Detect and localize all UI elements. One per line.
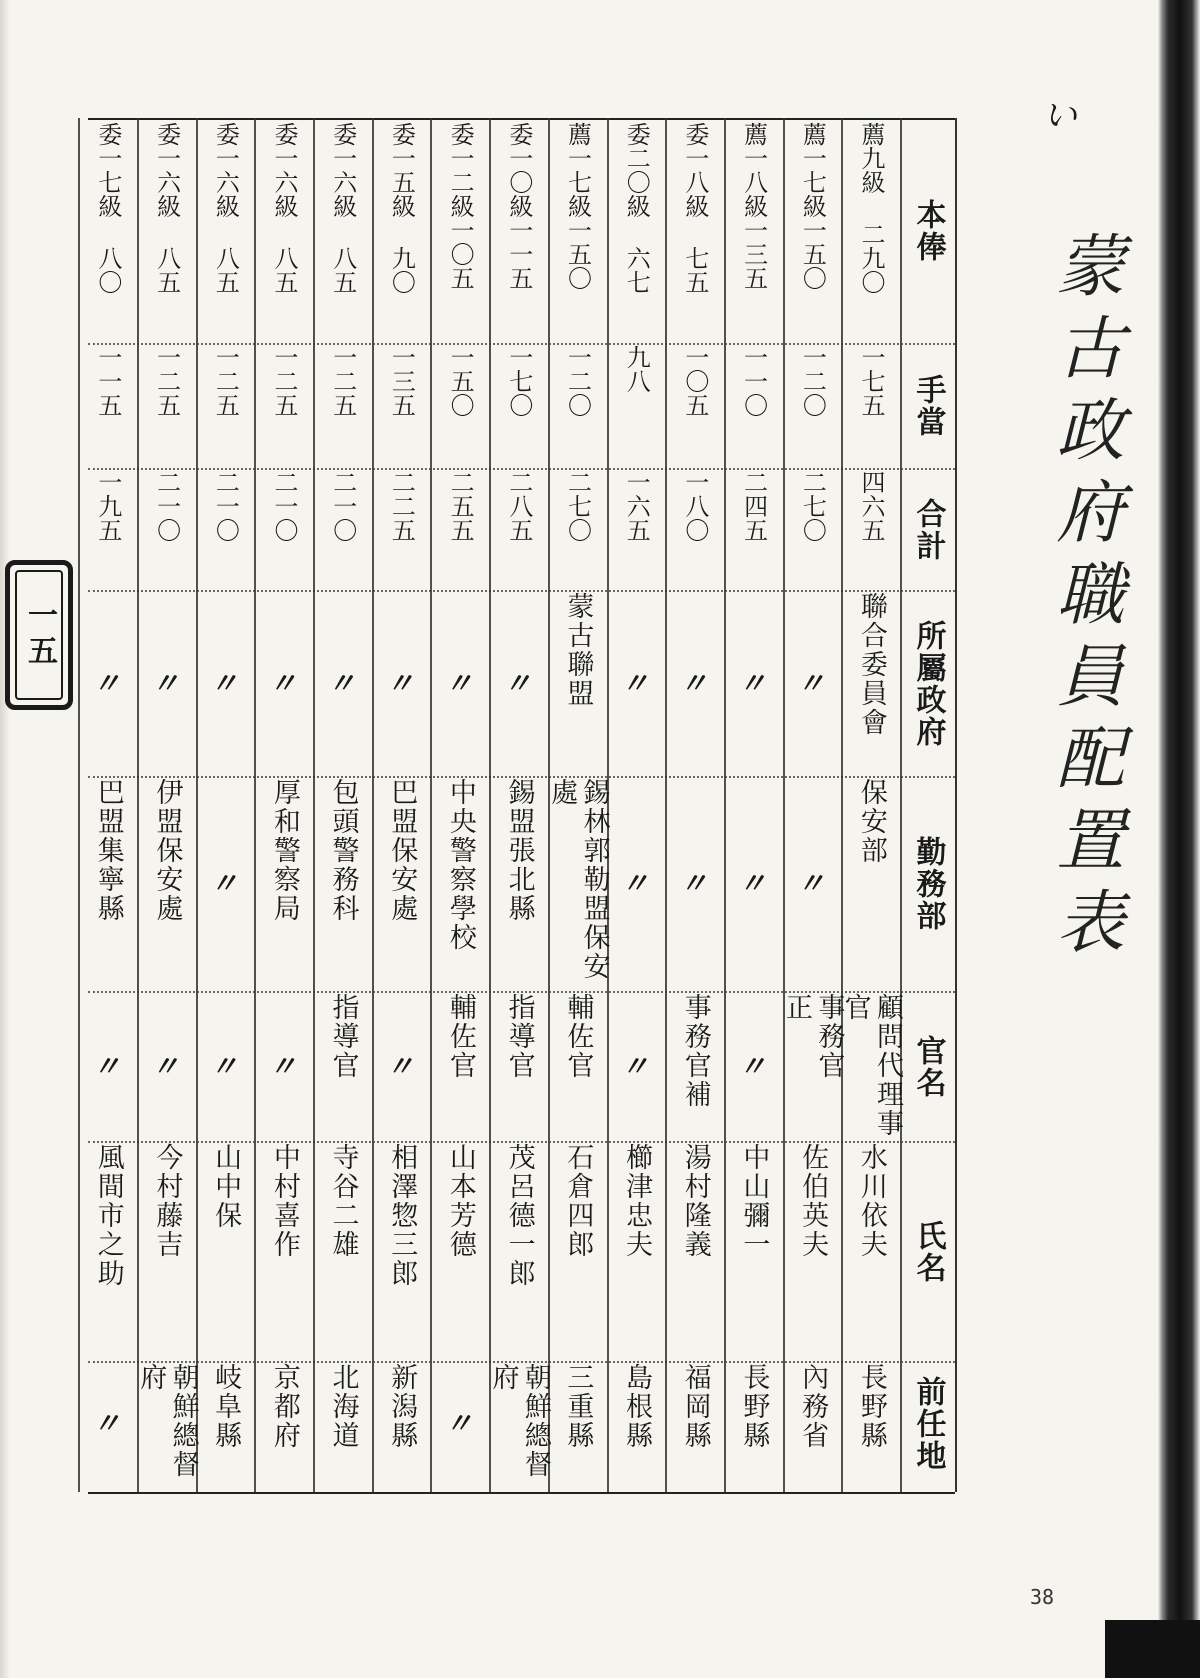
cell-name [138,1143,195,1360]
cell-government [373,592,430,775]
cell-name [431,1143,488,1360]
cell-government [314,592,371,775]
name-value: 中山彌一 [738,1143,770,1259]
cell-department [431,778,488,990]
title-value: 事務官 正 [780,993,845,1080]
cell-government [138,592,195,775]
title-value: 〃 [151,1049,182,1083]
title-value: 〃 [620,1049,651,1083]
cell-salary [197,122,254,340]
title-value: 〃 [92,1049,123,1083]
salary-value: 委一六級 八五 [328,122,357,294]
cell-title [197,993,254,1140]
cell-salary [490,122,547,340]
cell-government [608,592,665,775]
salary-value: 委一五級 九〇 [387,122,416,294]
title-value: 顧問代理事官 [839,993,904,1138]
salary-value: 委一七級 八〇 [93,122,122,294]
cell-total [842,470,899,590]
table-right-border [955,118,957,1492]
cell-government [725,592,782,775]
cell-department [842,778,899,990]
government-value: 〃 [796,666,827,700]
salary-value: 委一六級 八五 [152,122,181,294]
cell-department [725,778,782,990]
cell-total [608,470,665,590]
name-value: 湯村隆義 [679,1143,711,1259]
previous-value: 內務省 [797,1363,829,1450]
header-label: 勤務部 [910,836,946,932]
department-value: 〃 [620,867,651,901]
government-value: 聯合委員會 [855,592,887,737]
cell-government [431,592,488,775]
cell-title [549,993,606,1140]
cell-department [79,778,136,990]
cell-department [314,778,371,990]
salary-value: 薦九級 二九〇 [857,122,886,294]
total-value: 二八五 [504,470,533,542]
salary-value: 薦一七級一五〇 [798,122,827,290]
cell-title [666,993,723,1140]
cell-total [666,470,723,590]
name-value: 風間市之助 [92,1143,124,1288]
cell-department [138,778,195,990]
cell-allowance [138,345,195,467]
allowance-value: 一七五 [857,345,886,417]
cell-salary [666,122,723,340]
total-value: 二七〇 [798,470,827,542]
cell-salary [314,122,371,340]
department-value: 巴盟集寧縣 [92,778,124,923]
cell-department [546,778,610,990]
name-value: 今村藤吉 [151,1143,183,1259]
header-previous_post [900,1363,955,1485]
cell-name [490,1143,547,1360]
salary-value: 委一〇級一一五 [504,122,533,290]
cell-name [373,1143,430,1360]
title-value: 指導官 [503,993,535,1080]
cell-previous [549,1363,606,1485]
cell-government [197,592,254,775]
previous-value: 朝鮮總督府 [135,1363,199,1479]
cell-name [842,1143,899,1360]
cell-previous [373,1363,430,1485]
allowance-value: 一七〇 [504,345,533,417]
cell-salary [549,122,606,340]
cell-allowance [842,345,899,467]
department-value: 〃 [796,867,827,901]
salary-value: 薦一八級一三五 [739,122,768,290]
title-value: 〃 [738,1049,769,1083]
header-salary [900,122,955,340]
allowance-value: 一五〇 [446,345,475,417]
cell-allowance [373,345,430,467]
salary-value: 委一六級 八五 [211,122,240,294]
cell-previous [255,1363,312,1485]
cell-previous [79,1363,136,1485]
cell-total [79,470,136,590]
salary-value: 委一六級 八五 [270,122,299,294]
name-value: 寺谷二雄 [327,1143,359,1259]
cell-department [490,778,547,990]
cell-name [314,1143,371,1360]
previous-value: 岐阜縣 [210,1363,242,1450]
cell-department [608,778,665,990]
header-label: 前任地 [910,1376,946,1472]
name-value: 中村喜作 [268,1143,300,1259]
cell-title [780,993,845,1140]
cell-previous [135,1363,199,1485]
total-value: 二一〇 [270,470,299,542]
page-left-edge [0,0,10,1678]
cell-name [197,1143,254,1360]
header-department [900,778,955,990]
previous-value: 島根縣 [621,1363,653,1450]
cell-government [549,592,606,775]
department-value: 〃 [679,867,710,901]
allowance-value: 一二五 [328,345,357,417]
department-value: 保安部 [855,778,887,865]
total-value: 四六五 [857,470,886,542]
header-name [900,1143,955,1360]
name-value: 山本芳德 [444,1143,476,1259]
previous-value: 福岡縣 [679,1363,711,1450]
document-title: 蒙古政府職員配置表 [1045,230,1124,968]
total-value: 二一〇 [152,470,181,542]
cell-name [608,1143,665,1360]
cell-previous [487,1363,551,1485]
cell-salary [373,122,430,340]
header-label: 氏名 [910,1219,946,1284]
total-value: 二五五 [446,470,475,542]
government-value: 〃 [503,666,534,700]
total-value: 二一〇 [328,470,357,542]
title-value: 輔佐官 [562,993,594,1080]
department-value: 中央警察學校 [444,778,476,952]
total-value: 一八〇 [680,470,709,542]
header-label: 本俸 [910,199,946,263]
previous-value: 朝鮮總督府 [487,1363,551,1479]
allowance-value: 一二〇 [563,345,592,417]
cell-allowance [431,345,488,467]
header-label: 所屬政府 [910,619,946,748]
title-value: 〃 [209,1049,240,1083]
government-value: 蒙古聯盟 [562,592,594,708]
cell-department [373,778,430,990]
department-value: 錫林郭勒盟保安處 [546,778,610,981]
cell-name [725,1143,782,1360]
cell-total [255,470,312,590]
bottom-page-number: 38 [1030,1585,1055,1609]
government-value: 〃 [620,666,651,700]
total-value: 二二五 [387,470,416,542]
cell-total [373,470,430,590]
page-number-stamp-text: 一五 [22,599,57,671]
corner-mark: い [1043,96,1077,136]
name-value: 山中保 [210,1143,242,1230]
salary-value: 薦一七級一五〇 [563,122,592,290]
cell-name [784,1143,841,1360]
cell-previous [784,1363,841,1485]
title-value: 事務官補 [679,993,711,1109]
cell-allowance [255,345,312,467]
header-total [900,470,955,590]
previous-value: 長野縣 [738,1363,770,1450]
table-top-border [88,118,955,120]
salary-value: 委一二級一〇五 [446,122,475,290]
cell-total [431,470,488,590]
cell-salary [725,122,782,340]
total-value: 二一〇 [211,470,240,542]
government-value: 〃 [327,666,358,700]
cell-name [549,1143,606,1360]
department-value: 厚和警察局 [268,778,300,923]
cell-allowance [608,345,665,467]
department-value: 〃 [209,867,240,901]
cell-title [608,993,665,1140]
cell-salary [784,122,841,340]
cell-previous [608,1363,665,1485]
allowance-value: 一〇五 [680,345,709,417]
cell-salary [842,122,899,340]
cell-government [842,592,899,775]
name-value: 佐伯英夫 [797,1143,829,1259]
cell-title [490,993,547,1140]
cell-total [725,470,782,590]
cell-previous [314,1363,371,1485]
government-value: 〃 [151,666,182,700]
cell-title [138,993,195,1140]
header-label: 手當 [910,374,946,438]
cell-title [431,993,488,1140]
cell-previous [725,1363,782,1485]
department-value: 〃 [738,867,769,901]
previous-value: 〃 [444,1407,475,1441]
name-value: 櫛津忠夫 [621,1143,653,1259]
title-value: 〃 [268,1049,299,1083]
government-value: 〃 [386,666,417,700]
cell-salary [608,122,665,340]
cell-department [666,778,723,990]
department-value: 錫盟張北縣 [503,778,535,923]
department-value: 巴盟保安處 [386,778,418,923]
cell-title [79,993,136,1140]
department-value: 伊盟保安處 [151,778,183,923]
allowance-value: 一三五 [387,345,416,417]
cell-department [197,778,254,990]
title-value: 輔佐官 [444,993,476,1080]
allowance-value: 九八 [622,345,651,393]
cell-total [490,470,547,590]
cell-total [197,470,254,590]
cell-government [79,592,136,775]
department-value: 包頭警務科 [327,778,359,923]
previous-value: 〃 [92,1407,123,1441]
cell-salary [79,122,136,340]
allowance-value: 一二五 [152,345,181,417]
previous-value: 北海道 [327,1363,359,1450]
cell-salary [431,122,488,340]
allowance-value: 一二〇 [798,345,827,417]
cell-total [549,470,606,590]
cell-allowance [549,345,606,467]
cell-department [255,778,312,990]
government-value: 〃 [679,666,710,700]
header-allowance [900,345,955,467]
government-value: 〃 [209,666,240,700]
cell-total [314,470,371,590]
cell-title [725,993,782,1140]
cell-allowance [490,345,547,467]
cell-department [784,778,841,990]
cell-title [255,993,312,1140]
header-title [900,993,955,1140]
cell-allowance [197,345,254,467]
government-value: 〃 [92,666,123,700]
binding-strip [1150,0,1200,1678]
binding-strip-bottom [1105,1620,1200,1678]
cell-name [79,1143,136,1360]
cell-name [666,1143,723,1360]
cell-government [255,592,312,775]
cell-total [784,470,841,590]
allowance-value: 一一〇 [739,345,768,417]
allowance-value: 一二五 [211,345,240,417]
title-value: 指導官 [327,993,359,1080]
cell-allowance [666,345,723,467]
previous-value: 新潟縣 [386,1363,418,1450]
cell-salary [255,122,312,340]
cell-salary [138,122,195,340]
cell-government [490,592,547,775]
allowance-value: 一二五 [270,345,299,417]
page-number-stamp-inner [15,570,63,700]
table-bottom-border [88,1492,955,1494]
name-value: 茂呂德一郎 [503,1143,535,1288]
allowance-value: 一一五 [93,345,122,417]
cell-total [138,470,195,590]
total-value: 二七〇 [563,470,592,542]
cell-allowance [725,345,782,467]
previous-value: 長野縣 [855,1363,887,1450]
page-number-stamp [5,560,73,710]
previous-value: 三重縣 [562,1363,594,1450]
cell-government [666,592,723,775]
cell-name [255,1143,312,1360]
total-value: 一六五 [622,470,651,542]
government-value: 〃 [444,666,475,700]
cell-government [784,592,841,775]
header-government [900,592,955,775]
cell-title [373,993,430,1140]
title-value: 〃 [386,1049,417,1083]
cell-previous [431,1363,488,1485]
cell-title [839,993,904,1140]
cell-previous [197,1363,254,1485]
salary-value: 委一八級 七五 [680,122,709,294]
cell-previous [842,1363,899,1485]
cell-allowance [79,345,136,467]
cell-allowance [784,345,841,467]
total-value: 二四五 [739,470,768,542]
cell-allowance [314,345,371,467]
cell-title [314,993,371,1140]
previous-value: 京都府 [268,1363,300,1450]
header-label: 合計 [910,498,946,562]
total-value: 一九五 [93,470,122,542]
salary-value: 委二〇級 六七 [622,122,651,294]
government-value: 〃 [268,666,299,700]
name-value: 石倉四郎 [562,1143,594,1259]
cell-previous [666,1363,723,1485]
header-label: 官名 [910,1034,946,1099]
name-value: 水川依夫 [855,1143,887,1259]
government-value: 〃 [738,666,769,700]
name-value: 相澤惣三郎 [386,1143,418,1288]
